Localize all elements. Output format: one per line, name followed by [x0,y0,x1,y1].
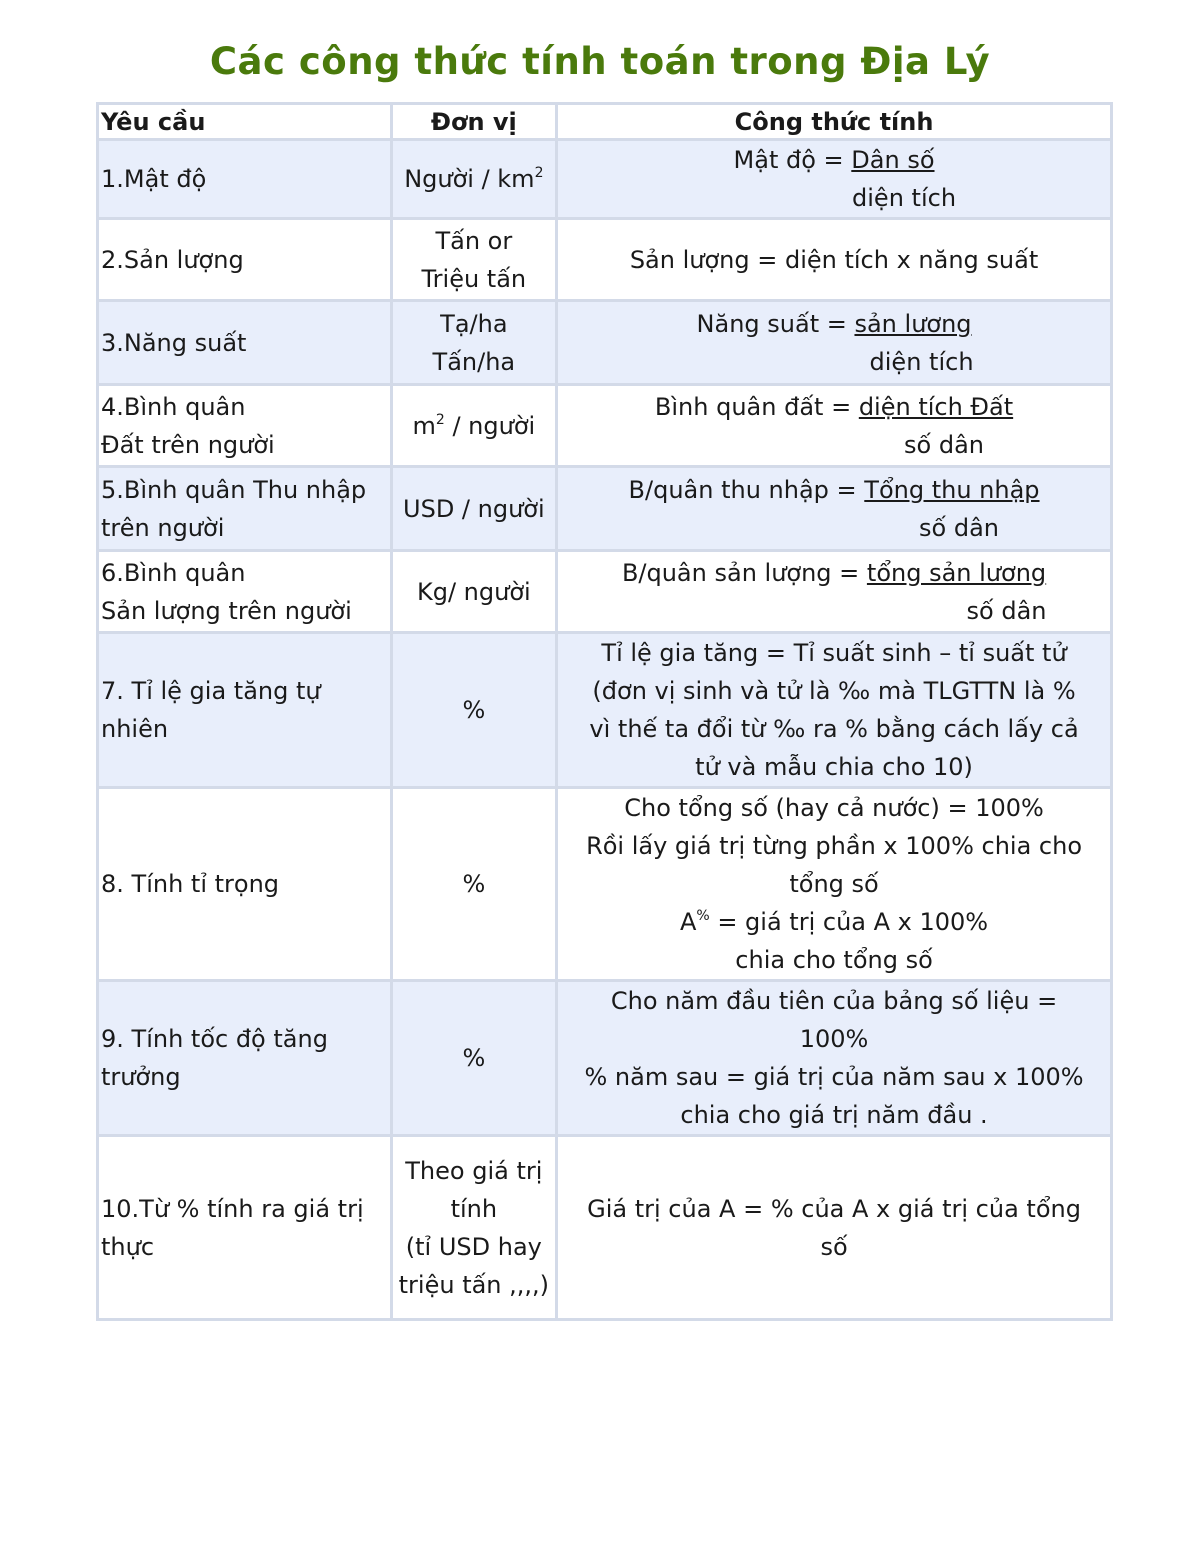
requirement-cell [98,1136,392,1320]
formula-cell [557,219,1112,301]
requirement-line: 3.Năng suất [101,328,247,357]
requirement-line: thực [101,1232,155,1261]
formula-line: tổng số [789,870,879,898]
requirement-cell [98,633,392,788]
header-formula: Công thức tính [557,104,1112,140]
requirement-cell [98,301,392,385]
formula-cell [557,633,1112,788]
formula-numerator: Dân số [851,146,935,174]
requirement-line: 2.Sản lượng [101,245,244,274]
requirement-line: 9. Tính tốc độ tăng [101,1025,328,1053]
header-requirement: Yêu cầu [98,104,392,140]
header-unit: Đơn vị [391,104,556,140]
formula-denominator: số dân [966,596,1047,625]
requirement-cell [98,219,392,301]
requirement-line: 8. Tính tỉ trọng [101,870,280,898]
requirement-line: nhiên [101,715,169,743]
page-title: Các công thức tính toán trong Địa Lý [209,40,991,83]
requirement-cell [98,788,392,981]
requirement-line: 10.Từ % tính ra giá trị [101,1194,364,1223]
table-row [98,551,1112,633]
formula-line: chia cho tổng số [735,946,933,974]
requirement-line: Sản lượng trên người [101,596,352,625]
formula-cell [557,981,1112,1136]
unit-superscript: 2 [435,411,445,428]
formula-cell [557,788,1112,981]
unit-text: % [462,870,486,898]
formula-variable: A [679,908,697,936]
requirement-cell [98,140,392,219]
formula-denominator: số dân [919,513,1000,542]
unit-text: / người [444,411,536,440]
requirement-line: 7. Tỉ lệ gia tăng tự [101,677,321,705]
formula-line: chia cho giá trị năm đầu . [680,1101,988,1129]
unit-cell [391,551,556,633]
unit-text: Kg/ người [416,577,531,606]
formula-cell [557,301,1112,385]
formula-lhs: B/quân thu nhập = [628,475,865,504]
unit-text: % [462,1044,486,1072]
unit-line: triệu tấn ,,,,) [398,1270,550,1299]
table-row [98,301,1112,385]
unit-line: Triệu tấn [421,264,527,293]
formula-cell [557,385,1112,467]
unit-cell [391,633,556,788]
formula-line: (đơn vị sinh và tử là ‰ mà TLGTTN là % [592,677,1076,705]
formula-line: tử và mẫu chia cho 10) [695,753,973,781]
table-row [98,385,1112,467]
unit-cell [391,467,556,551]
formula-table [96,102,1113,1321]
unit-cell [391,1136,556,1320]
formula-numerator: diện tích Đất [858,392,1014,421]
formula-cell [557,467,1112,551]
formula-text: Sản lượng = diện tích x năng suất [629,245,1039,274]
formula-line: số [820,1232,848,1261]
formula-cell [557,1136,1112,1320]
formula-denominator: diện tích [869,347,974,376]
unit-cell [391,219,556,301]
formula-line: vì thế ta đổi từ ‰ ra % bằng cách lấy cả [589,715,1079,743]
unit-cell [391,301,556,385]
unit-cell [391,385,556,467]
formula-lhs: Bình quân đất = [654,392,859,421]
formula-lhs: Mật độ = [733,146,852,174]
unit-cell [391,981,556,1136]
table-row [98,219,1112,301]
formula-numerator: Tổng thu nhập [864,475,1040,504]
table-header-row [98,104,1112,140]
formula-cell [557,140,1112,219]
unit-text: USD / người [403,494,545,523]
unit-cell [391,788,556,981]
formula-lhs: B/quân sản lượng = [621,558,867,587]
table-row [98,467,1112,551]
formula-line: Tỉ lệ gia tăng = Tỉ suất sinh – tỉ suất tử [601,639,1067,667]
table-row [98,1136,1112,1320]
table-row [98,633,1112,788]
formula-numerator: sản lương [854,309,972,338]
table-row [98,140,1112,219]
unit-text: % [462,696,486,724]
unit-line: Theo giá trị [405,1156,543,1185]
requirement-line: 1.Mật độ [101,165,207,193]
unit-line: Tấn or [435,226,513,255]
formula-line: % năm sau = giá trị của năm sau x 100% [584,1063,1084,1091]
formula-line: Giá trị của A = % của A x giá trị của tổng [587,1194,1081,1223]
unit-cell [391,140,556,219]
requirement-cell [98,467,392,551]
requirement-cell [98,385,392,467]
requirement-line: 5.Bình quân Thu nhập [101,475,367,504]
formula-line: Cho năm đầu tiên của bảng số liệu = [610,987,1058,1015]
requirement-line: trưởng [101,1063,181,1091]
requirement-line: 4.Bình quân [101,392,246,421]
unit-text: m [412,411,436,440]
formula-lhs: Năng suất = [696,309,855,338]
requirement-line: Đất trên người [101,430,275,459]
formula-line: Rồi lấy giá trị từng phần x 100% chia cho [586,832,1082,860]
formula-denominator: diện tích [852,184,957,212]
formula-line: 100% [799,1025,869,1053]
formula-numerator: tổng sản lương [866,558,1047,587]
unit-line: Tạ/ha [440,309,508,338]
formula-superscript: % [696,908,710,924]
formula-text: = giá trị của A x 100% [709,908,989,936]
formula-line: Cho tổng số (hay cả nước) = 100% [624,794,1044,822]
table-row [98,788,1112,981]
requirement-line: trên người [101,513,225,542]
unit-line: tính [450,1194,498,1223]
formula-cell [557,551,1112,633]
requirement-cell [98,551,392,633]
unit-text: Người / km [404,165,535,193]
requirement-line: 6.Bình quân [101,558,246,587]
unit-line: (tỉ USD hay [405,1232,542,1261]
requirement-cell [98,981,392,1136]
formula-denominator: số dân [904,430,985,459]
table-row [98,981,1112,1136]
unit-line: Tấn/ha [432,347,516,376]
unit-superscript: 2 [534,165,544,181]
